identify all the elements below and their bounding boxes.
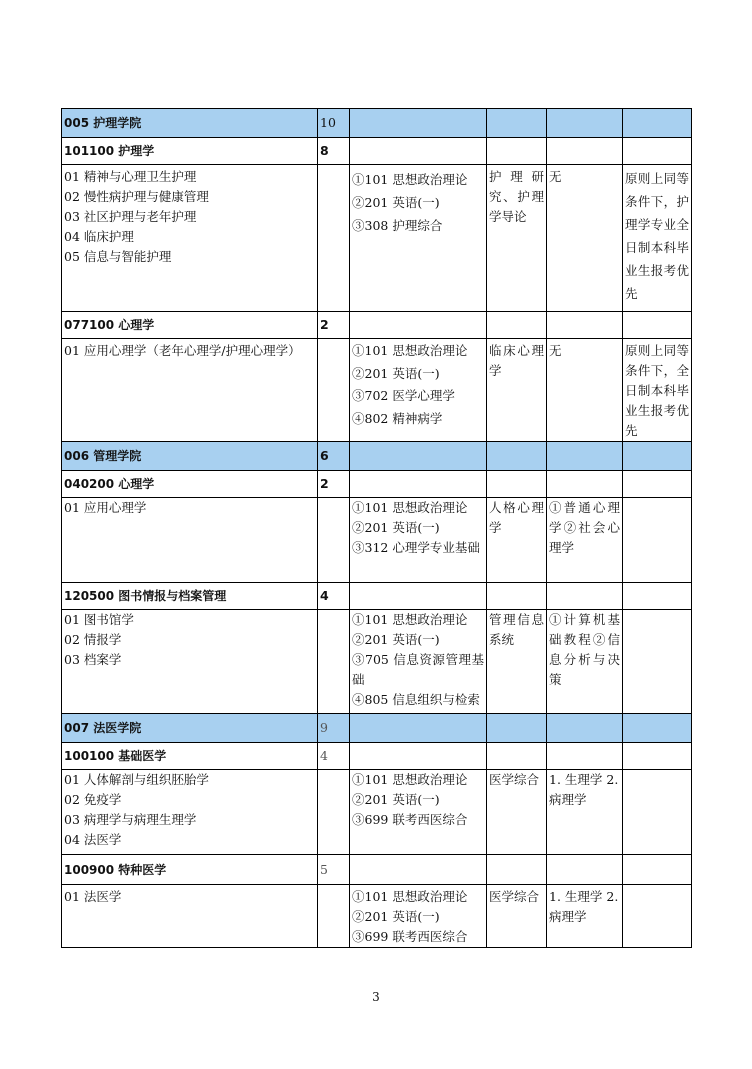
major-name: 101100 护理学 <box>62 138 318 165</box>
major-name: 077100 心理学 <box>62 312 318 339</box>
major-name: 040200 心理学 <box>62 471 318 498</box>
major-quota: 2 <box>318 471 350 498</box>
retest-subject: 临床心理学 <box>487 339 547 442</box>
college-row <box>62 442 692 471</box>
research-directions: 01 人体解剖与组织胚胎学 02 免疫学 03 病理学与病理生理学 04 法医学 <box>62 770 318 855</box>
exam-subjects: ①101 思想政治理论 ②201 英语(一) ③702 医学心理学 ④802 精神病学 <box>350 339 487 442</box>
major-quota: 5 <box>318 855 350 885</box>
research-directions: 01 图书馆学 02 情报学 03 档案学 <box>62 610 318 714</box>
remarks <box>623 770 692 855</box>
major-quota: 4 <box>318 743 350 770</box>
major-quota: 4 <box>318 583 350 610</box>
major-row <box>62 743 692 770</box>
research-directions: 01 法医学 <box>62 885 318 948</box>
remarks <box>623 498 692 583</box>
major-row <box>62 138 692 165</box>
major-row <box>62 583 692 610</box>
college-name: 006 管理学院 <box>62 442 318 471</box>
detail-row <box>62 165 692 312</box>
detail-row <box>62 339 692 442</box>
college-quota: 9 <box>318 714 350 743</box>
college-row <box>62 109 692 138</box>
retest-subject: 医学综合 <box>487 770 547 855</box>
major-row <box>62 471 692 498</box>
exam-subjects: ①101 思想政治理论 ②201 英语(一) ③308 护理综合 <box>350 165 487 312</box>
remarks: 原则上同等条件下，护理学专业全日制本科毕业生报考优先 <box>623 165 692 312</box>
major-name: 120500 图书情报与档案管理 <box>62 583 318 610</box>
major-name: 100100 基础医学 <box>62 743 318 770</box>
extra-subjects: ①计算机基础教程②信息分析与决策 <box>547 610 623 714</box>
college-row <box>62 714 692 743</box>
extra-subjects: 1. 生理学 2. 病理学 <box>547 770 623 855</box>
remarks <box>623 610 692 714</box>
college-quota: 6 <box>318 442 350 471</box>
retest-subject: 护理研究、护理学导论 <box>487 165 547 312</box>
extra-subjects: 1. 生理学 2. 病理学 <box>547 885 623 948</box>
college-name: 007 法医学院 <box>62 714 318 743</box>
research-directions: 01 应用心理学（老年心理学/护理心理学） <box>62 339 318 442</box>
college-quota: 10 <box>318 109 350 138</box>
exam-subjects: ①101 思想政治理论 ②201 英语(一) ③705 信息资源管理基础 ④805 信息组织与检索 <box>350 610 487 714</box>
major-row <box>62 855 692 885</box>
page-number: 3 <box>372 990 380 1004</box>
extra-subjects: 无 <box>547 165 623 312</box>
detail-row <box>62 885 692 948</box>
major-row <box>62 312 692 339</box>
research-directions: 01 精神与心理卫生护理 02 慢性病护理与健康管理 03 社区护理与老年护理 04 临床护理 05 信息与智能护理 <box>62 165 318 312</box>
extra-subjects: 无 <box>547 339 623 442</box>
retest-subject: 管理信息系统 <box>487 610 547 714</box>
retest-subject: 人格心理学 <box>487 498 547 583</box>
remarks <box>623 885 692 948</box>
remarks: 原则上同等条件下，全日制本科毕业生报考优先 <box>623 339 692 442</box>
research-directions: 01 应用心理学 <box>62 498 318 583</box>
exam-subjects: ①101 思想政治理论 ②201 英语(一) ③312 心理学专业基础 <box>350 498 487 583</box>
detail-row <box>62 610 692 714</box>
exam-subjects: ①101 思想政治理论 ②201 英语(一) ③699 联考西医综合 <box>350 885 487 948</box>
exam-subjects: ①101 思想政治理论 ②201 英语(一) ③699 联考西医综合 <box>350 770 487 855</box>
college-name: 005 护理学院 <box>62 109 318 138</box>
major-quota: 2 <box>318 312 350 339</box>
detail-row <box>62 498 692 583</box>
major-name: 100900 特种医学 <box>62 855 318 885</box>
retest-subject: 医学综合 <box>487 885 547 948</box>
detail-row <box>62 770 692 855</box>
admissions-table <box>61 108 692 948</box>
extra-subjects: ①普通心理学②社会心理学 <box>547 498 623 583</box>
major-quota: 8 <box>318 138 350 165</box>
